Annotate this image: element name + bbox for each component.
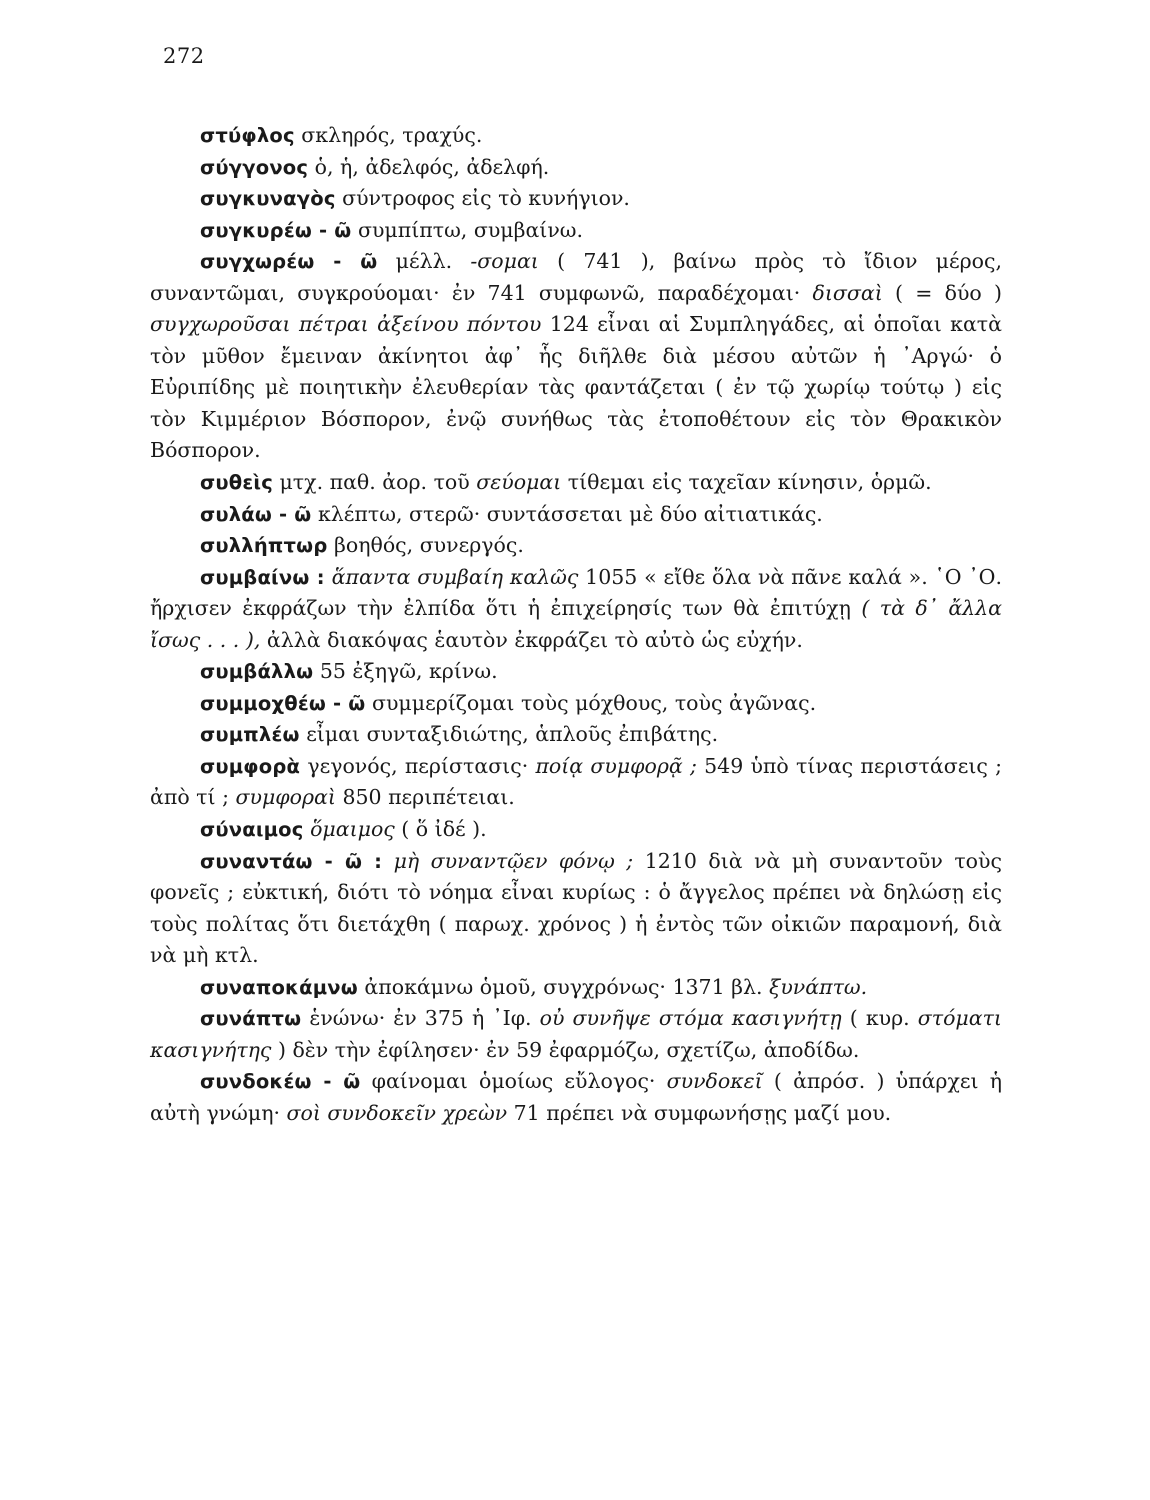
glossary-entry: συμφορὰ γεγονός, περίστασις· ποίᾳ συμφορᾷ ; 549 ὑπὸ τίνας περιστάσεις ; ἀπὸ τί ; συμφοραὶ 850 περιπέτειαι.: [150, 753, 1002, 810]
entry-headword: συγχωρέω - ῶ: [200, 250, 378, 274]
entry-headword: συμπλέω: [200, 723, 300, 747]
entry-headword: συμβαίνω :: [200, 565, 325, 589]
italic-quote: στόματι κασιγνήτης: [150, 1006, 1002, 1062]
entry-headword: συνάπτω: [200, 1007, 302, 1031]
page-number: 272: [163, 44, 205, 68]
glossary-entry: συγκυναγὸς σύντροφος εἰς τὸ κυνήγιον.: [200, 186, 630, 211]
entry-headword: συνδοκέω - ῶ: [200, 1070, 361, 1094]
glossary-entry: σύγγονος ὁ, ἡ, ἀδελφός, ἀδελφή.: [200, 154, 550, 179]
entry-headword: συμβάλλω: [200, 660, 314, 684]
entry-headword: συναποκάμνω: [200, 975, 358, 999]
glossary-entry: συμβάλλω 55 ἐξηγῶ, κρίνω.: [200, 659, 498, 684]
glossary-entry: συνδοκέω - ῶ φαίνομαι ὁμοίως εὔλογος· συνδοκεῖ ( ἀπρόσ. ) ὑπάρχει ἡ αὐτὴ γνώμη· σοὶ συνδοκεῖν χρεὼν 71 πρέπει νὰ συμφωνήσῃς μαζί μου.: [150, 1069, 1002, 1125]
italic-quote: μὴ συναντῷεν φόνῳ ;: [393, 848, 634, 873]
italic-quote: συμφοραὶ: [235, 785, 336, 810]
glossary-text: [150, 120, 1002, 1130]
glossary-entry: συμμοχθέω - ῶ συμμερίζομαι τοὺς μόχθους, τοὺς ἀγῶνας.: [200, 690, 817, 715]
glossary-entry: συθεὶς μτχ. παθ. ἀορ. τοῦ σεύομαι τίθεμαι εἰς ταχεῖαν κίνησιν, ὁρμῶ.: [200, 470, 932, 495]
entry-headword: συλλήπτωρ: [200, 534, 328, 558]
entry-headword: συθεὶς: [200, 471, 273, 495]
entry-headword: συγκυρέω - ῶ: [200, 218, 352, 242]
italic-quote: ὅμαιμος: [310, 817, 395, 842]
italic-quote: συνδοκεῖ: [666, 1069, 763, 1094]
entry-headword: σύναιμος: [200, 818, 304, 842]
italic-quote: ποίᾳ συμφορᾷ ;: [535, 753, 697, 778]
entry-headword: σύγγονος: [200, 155, 309, 179]
glossary-entry: συγκυρέω - ῶ συμπίπτω, συμβαίνω.: [200, 217, 584, 242]
italic-quote: -σομαι: [470, 249, 539, 274]
glossary-entry: σύναιμος ὅμαιμος ( ὅ ἰδέ ).: [200, 817, 487, 842]
glossary-entry: συναποκάμνω ἀποκάμνω ὁμοῦ, συγχρόνως· 1371 βλ. ξυνάπτω.: [200, 974, 868, 999]
glossary-entry: συμβαίνω : ἅπαντα συμβαίη καλῶς 1055 « εἴθε ὅλα νὰ πᾶνε καλά ». ῾Ο ᾿Ο. ἤρχισεν ἐκφράζων τὴν ἐλπίδα ὅτι ἡ ἐπιχείρησίς των θὰ ἐπιτύχῃ ( τὰ δ᾽ ἄλλα ἴσως . . . ), ἀλλὰ διακόψας ἑαυτὸν ἐκφράζει τὸ αὐτὸ ὡς εὐχήν.: [150, 564, 1003, 652]
entry-headword: συμμοχθέω - ῶ: [200, 691, 366, 715]
glossary-entry: συλάω - ῶ κλέπτω, στερῶ· συντάσσεται μὲ δύο αἰτιατικάς.: [200, 501, 823, 526]
glossary-entry: συμπλέω εἶμαι συνταξιδιώτης, ἁπλοῦς ἐπιβάτης.: [200, 722, 719, 747]
entry-headword: συγκυναγὸς: [200, 187, 336, 211]
glossary-entry: συγχωρέω - ῶ μέλλ. -σομαι ( 741 ), βαίνω πρὸς τὸ ἴδιον μέρος, συναντῶμαι, συγκρούομαι· ἐν 741 συμφωνῶ, παραδέχομαι· δισσαὶ ( = δύο ) συγχωροῦσαι πέτραι ἀξείνου πόντου 124 εἶναι αἱ Συμπληγάδες, αἱ ὁποῖαι κατὰ τὸν μῦθον ἔμειναν ἀκίνητοι ἀφ᾽ ἧς διῆλθε διὰ μέσου αὐτῶν ἡ ᾿Αργώ· ὁ Εὐριπίδης μὲ ποιητικὴν ἐλευθερίαν τὰς φαντάζεται ( ἐν τῷ χωρίῳ τούτῳ ) εἰς τὸν Κιμμέριον Βόσπορον, ἐνῷ συνήθως τὰς ἐτοποθέτουν εἰς τὸν Θρακικὸν Βόσπορον.: [150, 249, 1002, 463]
entry-headword: συμφορὰ: [200, 754, 301, 778]
entry-headword: συλάω - ῶ: [200, 502, 312, 526]
glossary-entry: στύφλος σκληρός, τραχύς.: [200, 123, 483, 147]
italic-quote: οὐ συνῆψε στόμα κασιγνήτῃ: [539, 1006, 842, 1031]
italic-quote: σεύομαι: [476, 470, 562, 495]
glossary-entry: συναντάω - ῶ : μὴ συναντῷεν φόνῳ ; 1210 διὰ νὰ μὴ συναντοῦν τοὺς φονεῖς ; εὐκτική, διότι τὸ νόημα εἶναι κυρίως : ὁ ἄγγελος πρέπει νὰ δηλώσῃ εἰς τοὺς πολίτας ὅτι διετάχθη ( παρωχ. χρόνος ) ἡ ἐντὸς τῶν οἰκιῶν παραμονή, διὰ νὰ μὴ κτλ.: [150, 848, 1002, 968]
entry-headword: στύφλος: [200, 124, 295, 147]
italic-quote: ξυνάπτω.: [769, 974, 868, 999]
italic-quote: ἅπαντα συμβαίη καλῶς: [331, 564, 579, 589]
italic-quote: δισσαὶ: [812, 280, 883, 305]
italic-quote: συγχωροῦσαι πέτραι ἀξείνου πόντου: [150, 312, 542, 337]
italic-quote: ( τὰ δ᾽ ἄλλα ἴσως . . . ),: [150, 596, 1003, 652]
entry-headword: συναντάω - ῶ :: [200, 849, 383, 873]
italic-quote: σοὶ συνδοκεῖν χρεὼν: [286, 1100, 508, 1125]
glossary-entry: συλλήπτωρ βοηθός, συνεργός.: [200, 533, 524, 558]
glossary-entry: συνάπτω ἑνώνω· ἐν 375 ἡ ᾿Ιφ. οὐ συνῆψε στόμα κασιγνήτῃ ( κυρ. στόματι κασιγνήτης ) δὲν τὴν ἐφίλησεν· ἐν 59 ἐφαρμόζω, σχετίζω, ἀποδίδω.: [150, 1006, 1002, 1062]
